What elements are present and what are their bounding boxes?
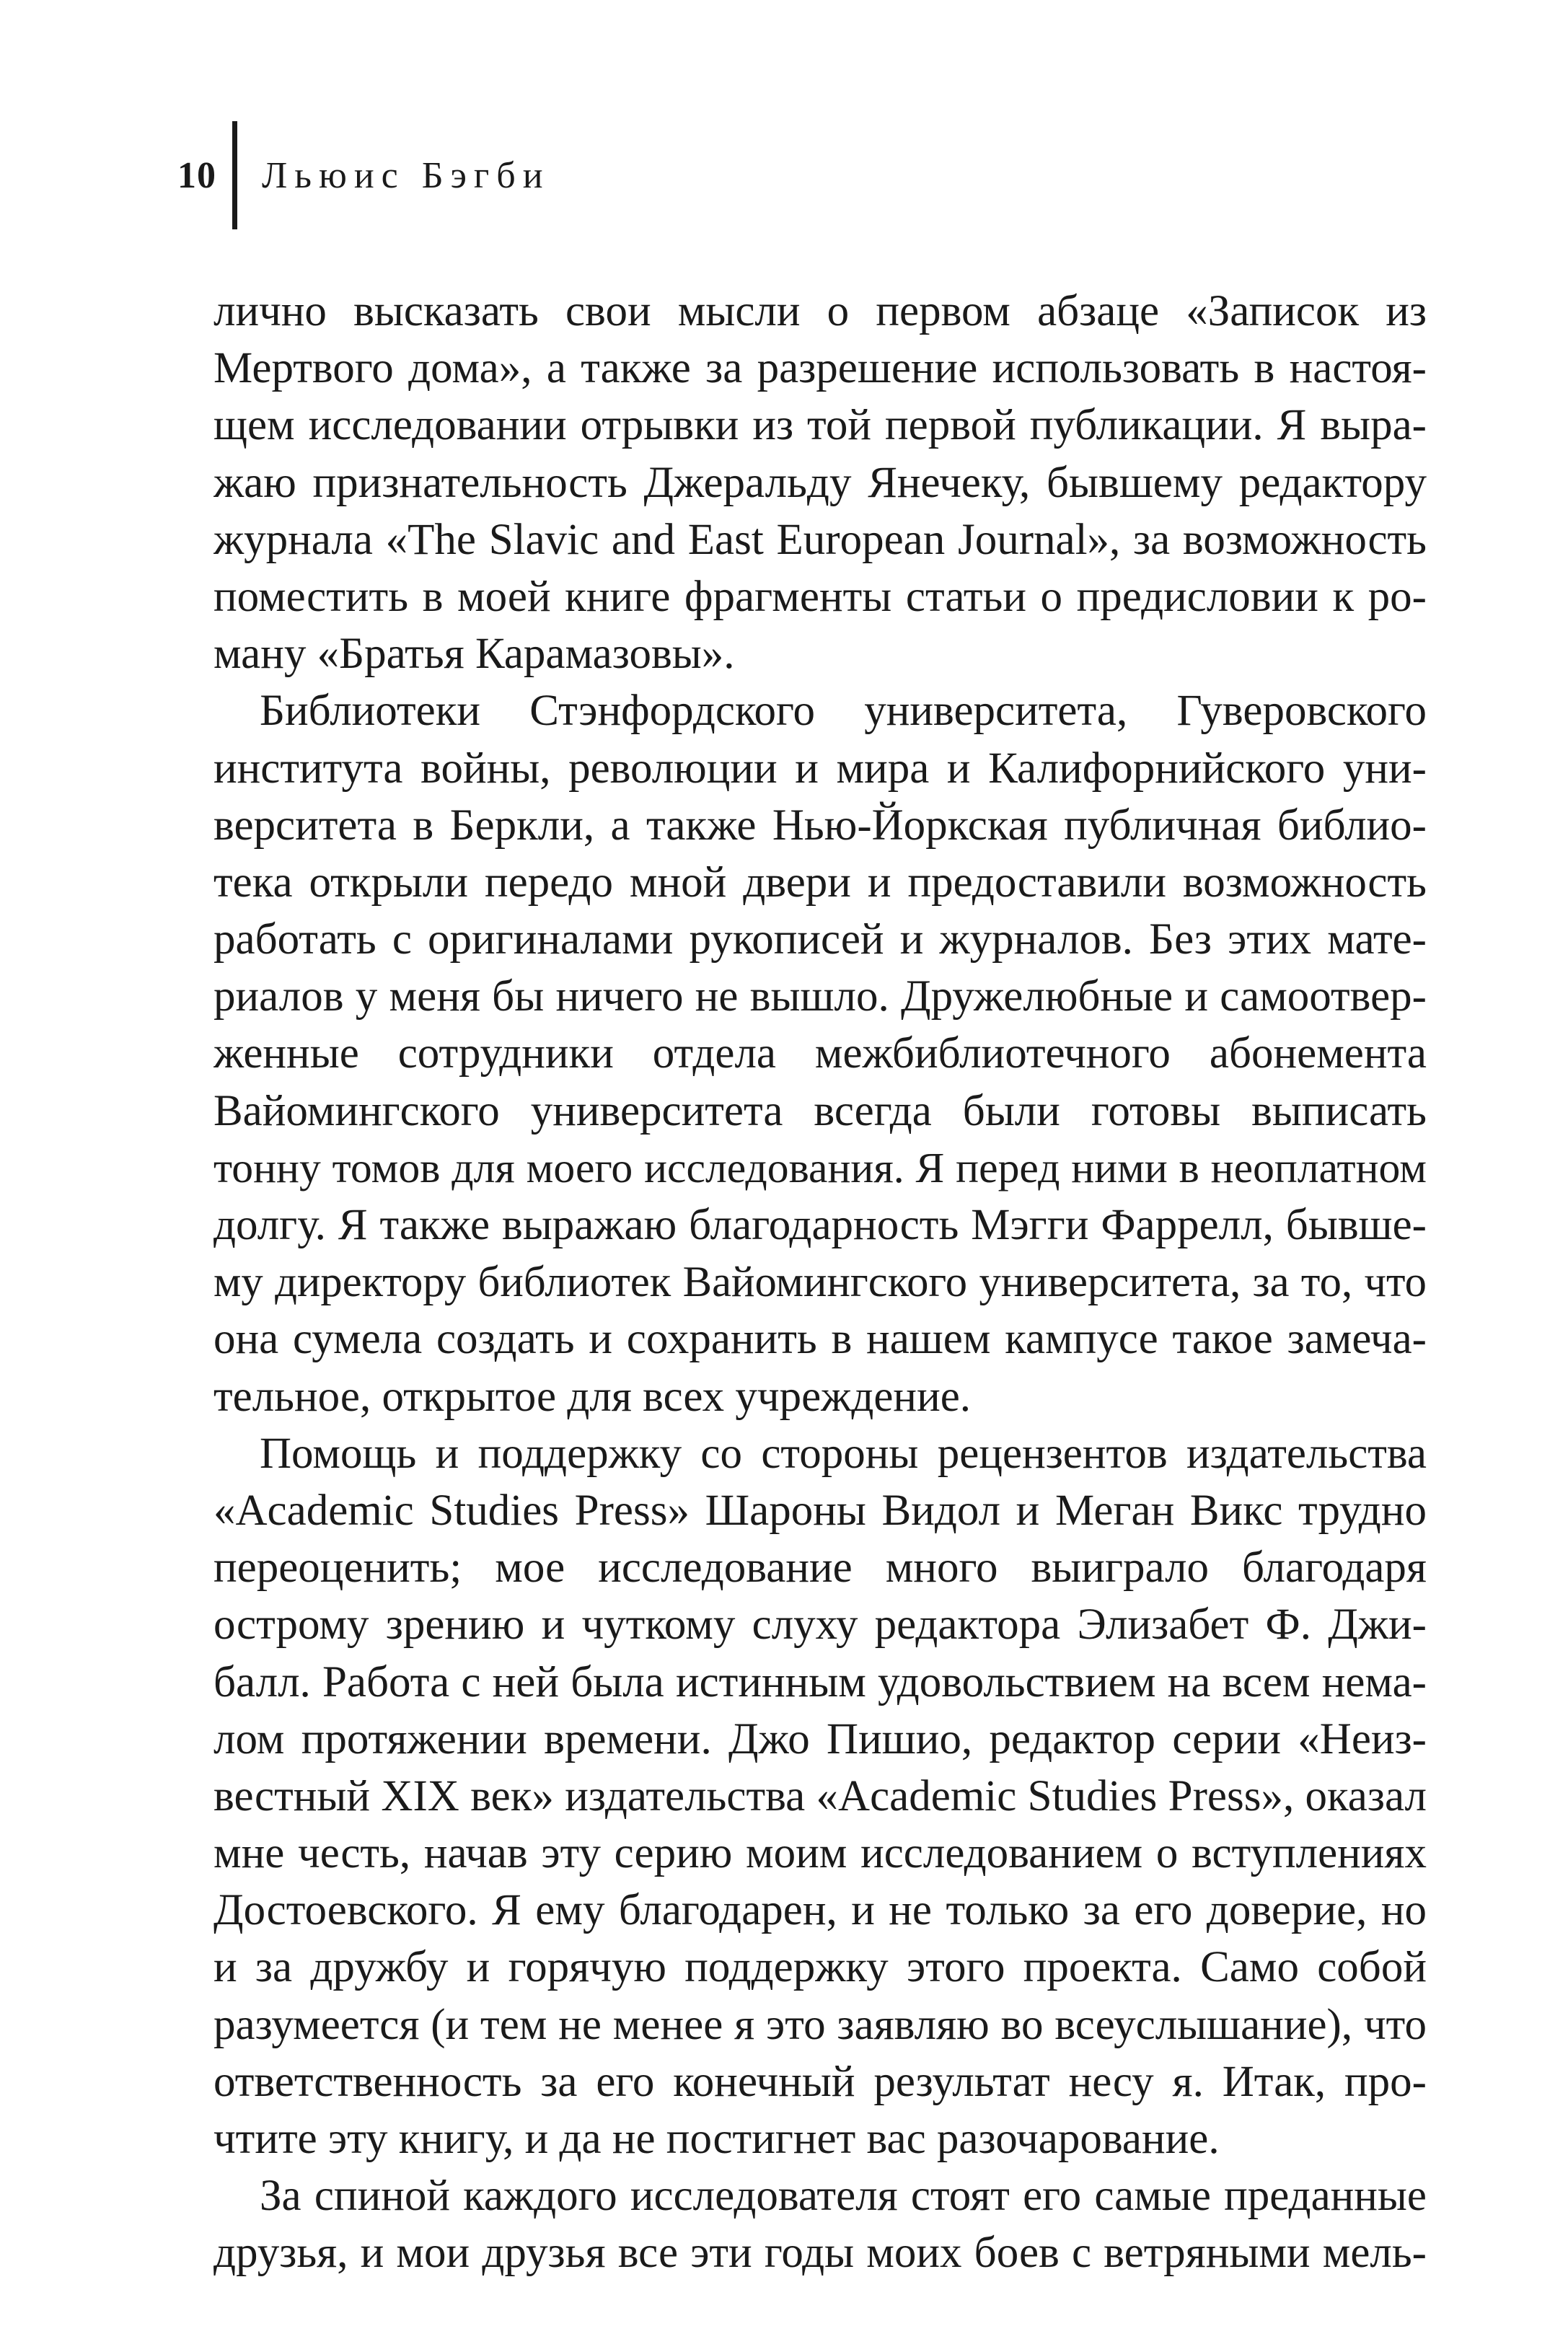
text-line: и за дружбу и горячую поддержку этого проекта. Само собой — [213, 1943, 1427, 1992]
paragraph-2 — [213, 682, 1427, 1424]
text-line: Вайомингского университета всегда были готовы выписать — [213, 1086, 1427, 1135]
paragraph-4 — [213, 2167, 1427, 2281]
text-line: Мертвого дома», а также за разрешение использовать в настоя- — [213, 344, 1427, 393]
header-divider — [232, 121, 237, 229]
text-line: переоценить; мое исследование много выиграло благодаря — [213, 1543, 1427, 1593]
text-line: «Academic Studies Press» Шароны Видол и Меган Викс трудно — [213, 1486, 1427, 1535]
text-line: Достоевского. Я ему благодарен, и не только за его доверие, но — [213, 1886, 1427, 1935]
text-line: она сумела создать и сохранить в нашем кампусе такое замеча- — [213, 1315, 1427, 1364]
text-line: жаю признательность Джеральду Янечеку, бывшему редактору — [213, 458, 1427, 507]
text-line: Помощь и поддержку со стороны рецензентов издательства — [260, 1429, 1427, 1478]
text-line: лом протяжении времени. Джо Пишио, редактор серии «Неиз- — [213, 1714, 1427, 1763]
text-line: щем исследовании отрывки из той первой публикации. Я выра- — [213, 401, 1427, 450]
text-line: балл. Работа с ней была истинным удовольствием на всем нема- — [213, 1657, 1427, 1706]
text-line: За спиной каждого исследователя стоят его самые преданные — [260, 2172, 1427, 2221]
text-line: женные сотрудники отдела межбиблиотечного абонемента — [213, 1029, 1427, 1078]
text-line: ману «Братья Карамазовы». — [213, 630, 735, 679]
text-line: поместить в моей книге фрагменты статьи о предисловии к ро- — [213, 572, 1427, 621]
paragraph-3 — [213, 1425, 1427, 2167]
text-line: друзья, и мои друзья все эти годы моих боев с ветряными мель- — [213, 2229, 1427, 2278]
text-line: тека открыли передо мной двери и предоставили возможность — [213, 858, 1427, 907]
text-line: института войны, революции и мира и Калифорнийского уни- — [213, 744, 1427, 793]
text-line: чтите эту книгу, и да не постигнет вас разочарование. — [213, 2115, 1220, 2163]
text-line: разумеется (и тем не менее я это заявляю во всеуслышание), что — [213, 2000, 1427, 2049]
text-line: мне честь, начав эту серию моим исследованием о вступлениях — [213, 1829, 1427, 1878]
paragraph-1 — [213, 283, 1427, 682]
text-line: верситета в Беркли, а также Нью-Йоркская публичная библио- — [213, 801, 1427, 850]
text-line: му директору библиотек Вайомингского университета, за то, что — [213, 1258, 1427, 1307]
text-line: вестный XIX век» издательства «Academic Studies Press», оказал — [213, 1771, 1427, 1820]
text-line: тонну томов для моего исследования. Я перед ними в неоплатном — [213, 1143, 1427, 1191]
text-line: риалов у меня бы ничего не вышло. Дружелюбные и самоотвер- — [213, 972, 1427, 1021]
body-text — [213, 283, 1427, 2282]
text-line: Библиотеки Стэнфордского университета, Гуверовского — [260, 687, 1427, 736]
page-number: 10 — [177, 154, 216, 196]
running-head-author: Льюис Бэгби — [262, 154, 550, 196]
text-line: журнала «The Slavic and East European Journal», за возможность — [213, 515, 1427, 564]
text-line: тельное, открытое для всех учреждение. — [213, 1372, 972, 1421]
text-line: острому зрению и чуткому слуху редактора Элизабет Ф. Джи- — [213, 1600, 1427, 1649]
text-line: долгу. Я также выражаю благодарность Мэгги Фаррелл, бывше- — [213, 1201, 1427, 1249]
running-header — [137, 121, 550, 229]
text-line: ответственность за его конечный результат несу я. Итак, про- — [213, 2057, 1427, 2106]
text-line: лично высказать свои мысли о первом абзаце «Записок из — [213, 287, 1427, 335]
text-line: работать с оригиналами рукописей и журналов. Без этих мате- — [213, 915, 1427, 964]
